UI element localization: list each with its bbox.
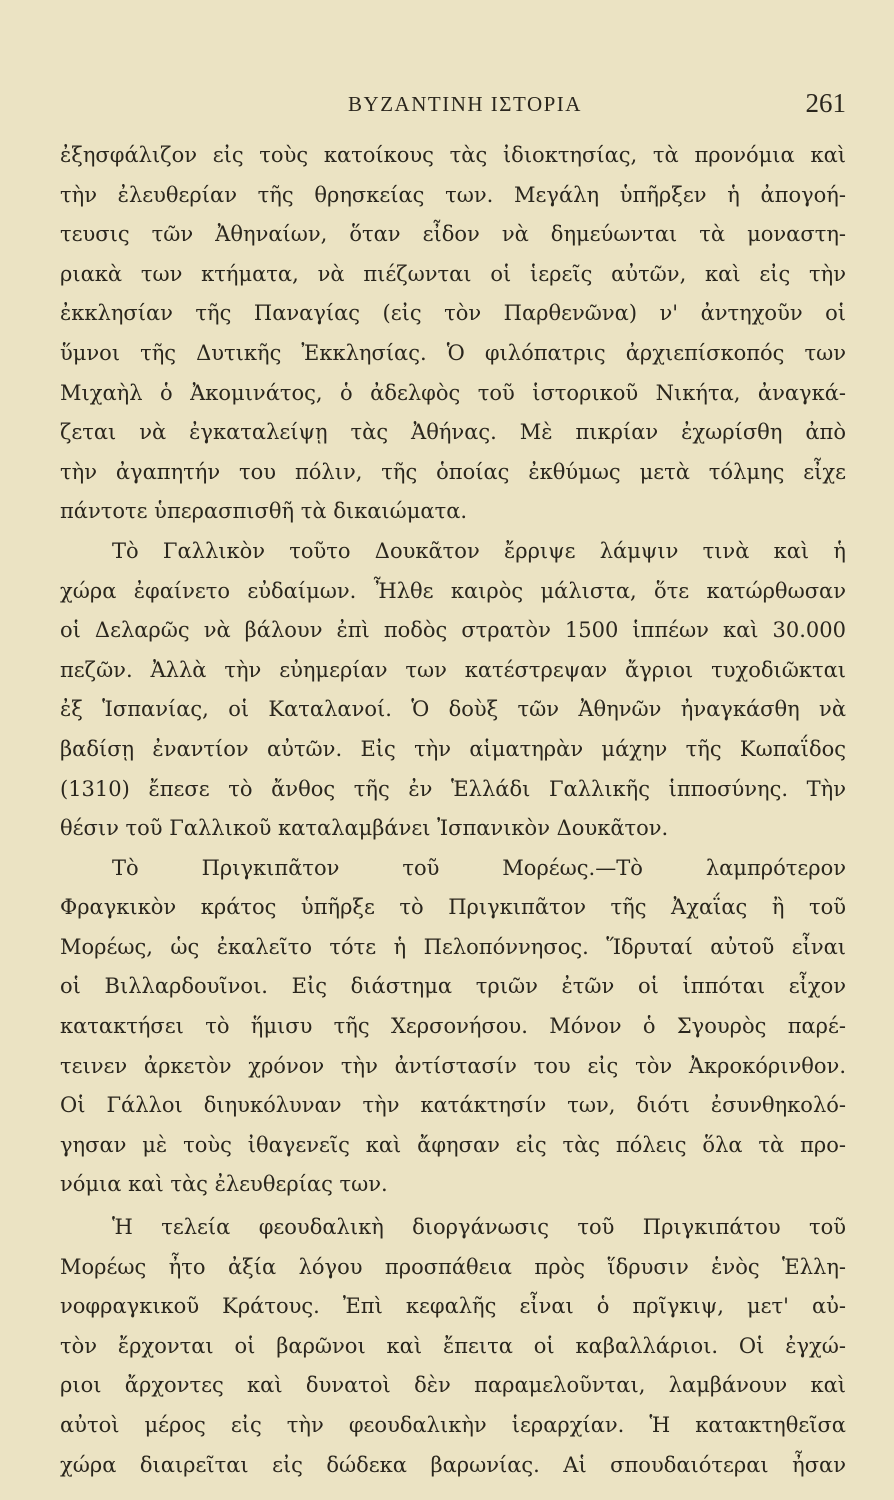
text-line: πεζῶν. Ἀλλὰ τὴν εὐημερίαν των κατέστρεψαν ἄγριοι τυχοδιῶκται: [60, 657, 846, 682]
text-line: βαδίσῃ ἐναντίον αὐτῶν. Εἰς τὴν αἱματηρὰν μάχην τῆς Κωπαΐδος: [60, 736, 846, 761]
text-line: ριοι ἄρχοντες καὶ δυνατοὶ δὲν παραμελοῦνται, λαμβάνουν καὶ: [60, 1373, 846, 1398]
text-line: χώρα διαιρεῖται εἰς δώδεκα βαρωνίας. Αἱ σπουδαιότεραι ἦσαν: [60, 1452, 846, 1477]
text-line: τὸν ἔρχονται οἱ βαρῶνοι καὶ ἔπειτα οἱ καβαλλάριοι. Οἱ ἐγχώ-: [60, 1333, 846, 1358]
text-line: τεινεν ἀρκετὸν χρόνον τὴν ἀντίστασίν του εἰς τὸν Ἀκροκόρινθον.: [60, 1053, 846, 1078]
text-line: ζεται νὰ ἐγκαταλείψῃ τὰς Ἀθήνας. Μὲ πικρίαν ἐχωρίσθη ἀπὸ: [60, 420, 846, 445]
text-line: τὴν ἐλευθερίαν τῆς θρησκείας των. Μεγάλη ὑπῆρξεν ἡ ἀπογοή-: [60, 182, 846, 207]
paragraph-3: [60, 849, 846, 1205]
text-line: Οἱ Γάλλοι διηυκόλυναν τὴν κατάκτησίν των, διότι ἐσυνθηκολό-: [60, 1093, 846, 1118]
text-line: ὕμνοι τῆς Δυτικῆς Ἐκκλησίας. Ὁ φιλόπατρις ἀρχιεπίσκοπός των: [60, 340, 846, 365]
text-line: νόμια καὶ τὰς ἐλευθερίας των.: [60, 1172, 388, 1197]
text-line: κατακτήσει τὸ ἥμισυ τῆς Χερσονήσου. Μόνον ὁ Σγουρὸς παρέ-: [60, 1014, 846, 1039]
text-line: πάντοτε ὑπερασπισθῆ τὰ δικαιώματα.: [60, 499, 468, 524]
text-line: Μιχαὴλ ὁ Ἀκομινάτος, ὁ ἀδελφὸς τοῦ ἱστορικοῦ Νικήτα, ἀναγκά-: [60, 380, 846, 405]
page-body: [60, 136, 846, 1485]
paragraph-1: [60, 136, 846, 532]
text-line: Φραγκικὸν κράτος ὑπῆρξε τὸ Πριγκιπᾶτον τῆς Ἀχαΐας ἢ τοῦ: [60, 895, 846, 920]
running-head: ΒΥΖΑΝΤΙΝΗ ΙΣΤΟΡΙΑ: [348, 92, 582, 116]
text-line: Ἡ τελεία φεουδαλικὴ διοργάνωσις τοῦ Πριγκιπάτου τοῦ: [112, 1215, 846, 1240]
text-line: ἐξησφάλιζον εἰς τοὺς κατοίκους τὰς ἰδιοκτησίας, τὰ προνόμια καὶ: [60, 143, 846, 167]
text-line: τευσις τῶν Ἀθηναίων, ὅταν εἶδον νὰ δημεύωνται τὰ μοναστη-: [60, 222, 846, 247]
text-line: Τὸ Γαλλικὸν τοῦτο Δουκᾶτον ἔρριψε λάμψιν τινὰ καὶ ἡ: [112, 538, 846, 563]
text-line: χώρα ἐφαίνετο εὐδαίμων. Ἦλθε καιρὸς μάλιστα, ὅτε κατώρθωσαν: [60, 578, 846, 603]
text-line: Μορέως ἦτο ἀξία λόγου προσπάθεια πρὸς ἵδρυσιν ἑνὸς Ἑλλη-: [60, 1254, 846, 1279]
text-line: ριακὰ των κτήματα, νὰ πιέζωνται οἱ ἱερεῖς αὐτῶν, καὶ εἰς τὴν: [60, 261, 846, 286]
text-line: θέσιν τοῦ Γαλλικοῦ καταλαμβάνει Ἰσπανικὸν Δουκᾶτον.: [60, 816, 669, 841]
text-line: ἐκκλησίαν τῆς Παναγίας (εἰς τὸν Παρθενῶνα) ν' ἀντηχοῦν οἱ: [60, 301, 846, 326]
text-line: ἐξ Ἱσπανίας, οἱ Καταλανοί. Ὁ δοὺξ τῶν Ἀθηνῶν ἠναγκάσθη νὰ: [60, 697, 846, 722]
paragraph-4: [60, 1208, 846, 1485]
paragraph-2: [60, 532, 846, 849]
page-header: [0, 88, 894, 128]
text-line: τὴν ἀγαπητήν του πόλιν, τῆς ὁποίας ἐκθύμως μετὰ τόλμης εἶχε: [60, 459, 846, 484]
text-line: Μορέως, ὡς ἐκαλεῖτο τότε ἡ Πελοπόννησος. Ἵδρυταί αὐτοῦ εἶναι: [60, 934, 846, 959]
text-line: αὐτοὶ μέρος εἰς τὴν φεουδαλικὴν ἱεραρχίαν. Ἡ κατακτηθεῖσα: [60, 1413, 846, 1437]
text-line: οἱ Δελαρῶς νὰ βάλουν ἐπὶ ποδὸς στρατὸν 1500 ἱππέων καὶ 30.000: [60, 618, 846, 643]
text-line: (1310) ἔπεσε τὸ ἄνθος τῆς ἐν Ἑλλάδι Γαλλικῆς ἱπποσύνης. Τὴν: [60, 776, 846, 801]
text-line: νοφραγκικοῦ Κράτους. Ἐπὶ κεφαλῆς εἶναι ὁ πρῖγκιψ, μετ' αὐ-: [60, 1294, 846, 1319]
text-line: οἱ Βιλλαρδουῖνοι. Εἰς διάστημα τριῶν ἐτῶν οἱ ἱππόται εἶχον: [60, 974, 846, 999]
page-number: 261: [805, 88, 846, 118]
text-line: γησαν μὲ τοὺς ἰθαγενεῖς καὶ ἄφησαν εἰς τὰς πόλεις ὅλα τὰ προ-: [60, 1132, 846, 1157]
section-heading-line: Τὸ Πριγκιπᾶτον τοῦ Μορέως.—Τὸ λαμπρότερον: [112, 855, 846, 880]
